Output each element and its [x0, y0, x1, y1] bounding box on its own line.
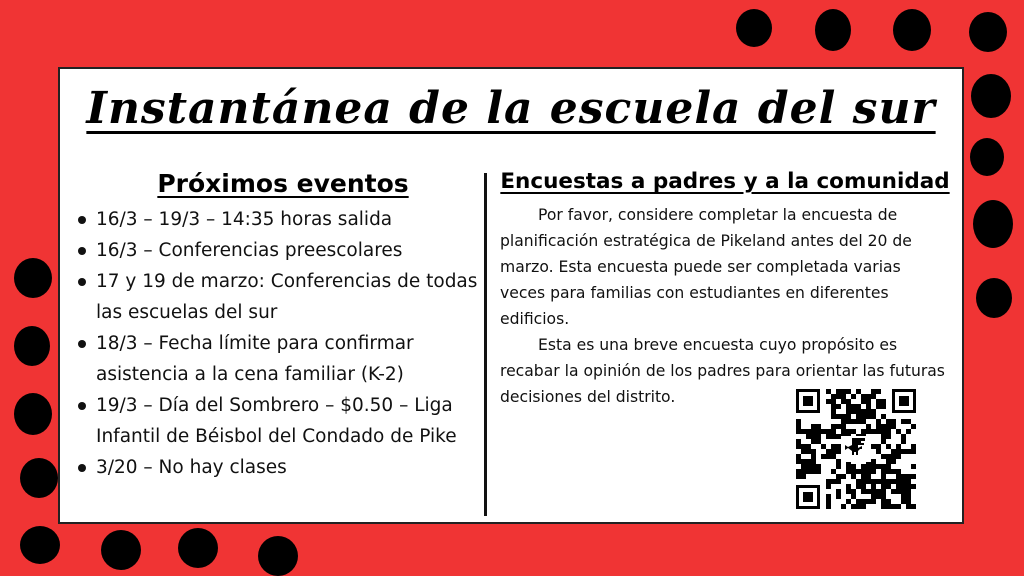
- event-text: 16/3 – Conferencias preescolares: [96, 240, 403, 261]
- event-text: 16/3 – 19/3 – 14:35 horas salida: [96, 209, 393, 230]
- survey-section: [500, 169, 950, 410]
- event-text: 19/3 – Día del Sombrero – $0.50 – Liga Infantil de Béisbol del Condado de Pike: [96, 395, 457, 447]
- list-item: [74, 266, 482, 328]
- events-list: [74, 204, 482, 483]
- qr-finder-icon: [796, 389, 820, 413]
- bullet-icon: [78, 340, 86, 348]
- decorative-dot: [14, 393, 52, 435]
- events-section: [74, 169, 482, 483]
- decorative-dot: [815, 9, 851, 51]
- bullet-icon: [78, 464, 86, 472]
- decorative-dot: [20, 458, 58, 498]
- decorative-dot: [971, 74, 1011, 118]
- qr-finder-icon: [892, 389, 916, 413]
- list-item: [74, 235, 482, 266]
- list-item: [74, 452, 482, 483]
- list-item: [74, 328, 482, 390]
- list-item: [74, 390, 482, 452]
- decorative-dot: [970, 138, 1004, 176]
- page-title: Instantánea de la escuela del sur: [86, 83, 936, 134]
- decorative-dot: [101, 530, 141, 570]
- decorative-dot: [258, 536, 298, 576]
- event-text: 3/20 – No hay clases: [96, 457, 287, 478]
- decorative-dot: [976, 278, 1012, 318]
- survey-heading: Encuestas a padres y a la comunidad: [500, 169, 950, 194]
- survey-paragraph: Por favor, considere completar la encuesta de planificación estratégica de Pikeland antes del 20 de marzo. Esta encuesta puede ser completada varias veces para familias con estudiantes en diferentes edificios.: [500, 206, 912, 328]
- decorative-dot: [736, 9, 772, 47]
- decorative-dot: [20, 526, 60, 564]
- bullet-icon: [78, 402, 86, 410]
- list-item: [74, 204, 482, 235]
- decorative-dot: [14, 326, 50, 366]
- column-divider: [484, 173, 487, 516]
- survey-paragraph: Esta es una breve encuesta cuyo propósito es recabar la opinión de los padres para orientar las futuras decisiones del distrito.: [500, 336, 945, 406]
- decorative-dot: [178, 528, 218, 568]
- decorative-dot: [969, 12, 1007, 52]
- decorative-dot: [973, 200, 1013, 248]
- decorative-dot: [893, 9, 931, 51]
- events-heading: Próximos eventos: [157, 169, 409, 198]
- decorative-dot: [14, 258, 52, 298]
- bullet-icon: [78, 278, 86, 286]
- event-text: 17 y 19 de marzo: Conferencias de todas las escuelas del sur: [96, 271, 478, 323]
- qr-code-icon[interactable]: [796, 389, 916, 509]
- bullet-icon: [78, 216, 86, 224]
- bullet-icon: [78, 247, 86, 255]
- newsletter-card: [58, 67, 964, 524]
- dinosaur-icon: [841, 436, 871, 462]
- qr-finder-icon: [796, 485, 820, 509]
- event-text: 18/3 – Fecha límite para confirmar asistencia a la cena familiar (K-2): [96, 333, 414, 385]
